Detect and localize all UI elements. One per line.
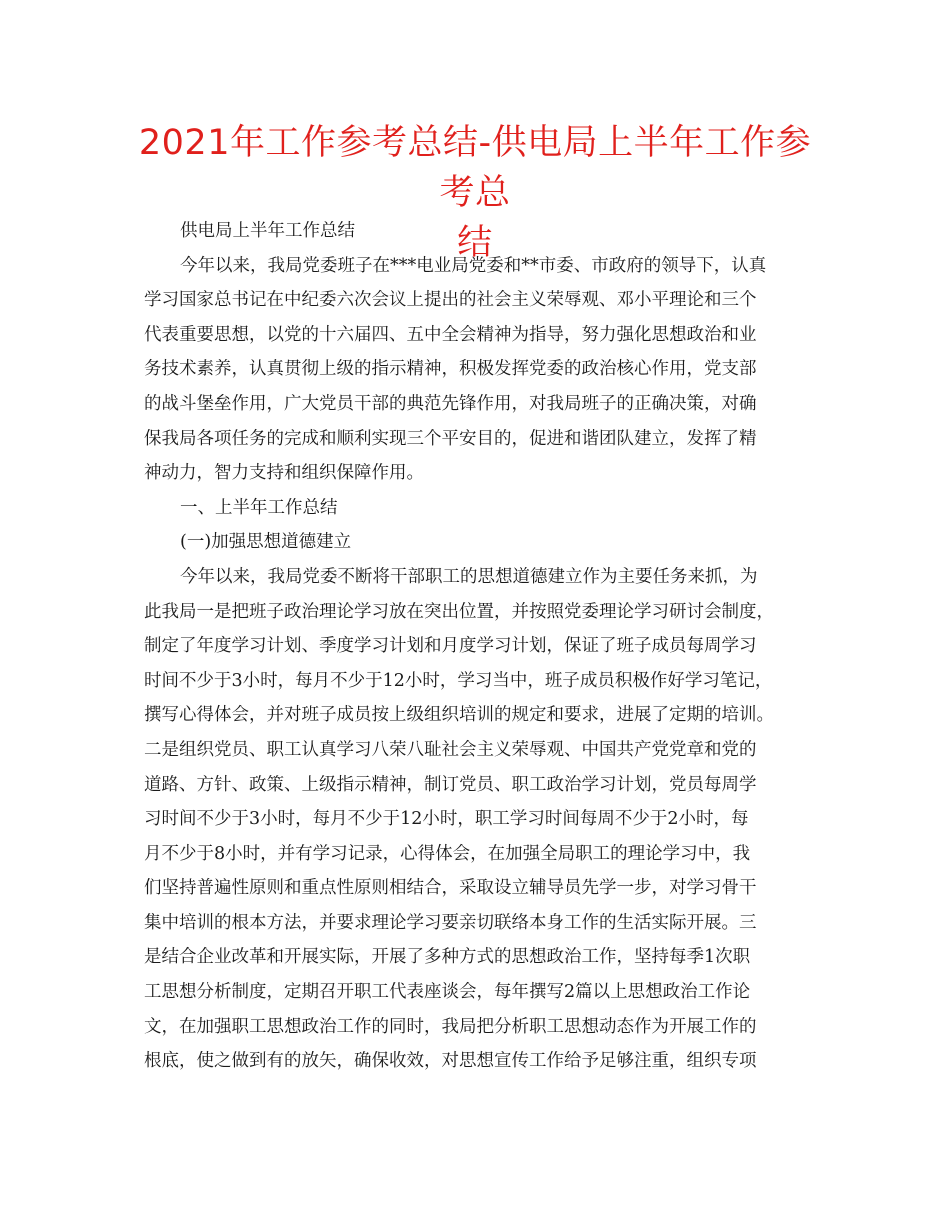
body-line: 习时间不少于3小时，每月不少于12小时，职工学习时间每周不少于2小时，每 [144, 809, 749, 830]
body-line: 道路、方针、政策、上级指示精神，制订党员、职工政治学习计划，党员每周学 [144, 774, 757, 795]
body-line: 月不少于8小时，并有学习记录，心得体会，在加强全局职工的理论学习中，我 [144, 843, 751, 864]
body-line: 工思想分析制度，定期召开职工代表座谈会，每年撰写2篇以上思想政治工作论 [144, 982, 751, 1003]
body-line: (一)加强思想道德建立 [180, 532, 352, 553]
body-line: 保我局各项任务的完成和顺利实现三个平安目的，促进和谐团队建立，发挥了精 [144, 428, 757, 449]
body-line: 的战斗堡垒作用，广大党员干部的典范先锋作用，对我局班子的正确决策，对确 [144, 393, 757, 414]
document-body [144, 214, 806, 1079]
body-line: 此我局一是把班子政治理论学习放在突出位置，并按照党委理论学习研讨会制度， [144, 601, 774, 622]
body-line: 时间不少于3小时，每月不少于12小时，学习当中，班子成员积极作好学习笔记， [144, 670, 773, 691]
body-line: 今年以来，我局党委不断将干部职工的思想道德建立作为主要任务来抓，为 [180, 566, 758, 587]
title-line-2: 结 [457, 223, 493, 263]
body-line: 制定了年度学习计划、季度学习计划和月度学习计划，保证了班子成员每周学习 [144, 636, 757, 657]
body-line: 集中培训的根本方法，并要求理论学习要亲切联络本身工作的生活实际开展。三 [144, 912, 757, 933]
body-line: 今年以来，我局党委班子在***电业局党委和**市委、市政府的领导下，认真 [180, 255, 767, 276]
body-line: 代表重要思想，以党的十六届四、五中全会精神为指导，努力强化思想政治和业 [144, 324, 757, 345]
body-line: 撰写心得体会，并对班子成员按上级组织培训的规定和要求，进展了定期的培训。 [144, 705, 774, 726]
title-line-1: 2021年工作参考总结-供电局上半年工作参考总 [138, 123, 812, 213]
body-line: 一、上半年工作总结 [180, 497, 338, 518]
body-line: 二是组织党员、职工认真学习八荣八耻社会主义荣辱观、中国共产党党章和党的 [144, 739, 757, 760]
body-line: 们坚持普遍性原则和重点性原则相结合，采取设立辅导员先学一步，对学习骨干 [144, 878, 757, 899]
body-line: 务技术素养，认真贯彻上级的指示精神，积极发挥党委的政治核心作用，党支部 [144, 359, 757, 380]
body-line: 学习国家总书记在中纪委六次会议上提出的社会主义荣辱观、邓小平理论和三个 [144, 290, 757, 311]
body-line: 是结合企业改革和开展实际，开展了多种方式的思想政治工作，坚持每季1次职 [144, 947, 751, 968]
body-line: 神动力，智力支持和组织保障作用。 [144, 463, 424, 484]
body-line: 供电局上半年工作总结 [180, 221, 355, 241]
body-line: 根底，使之做到有的放矢，确保收效，对思想宣传工作给予足够注重，组织专项 [144, 1051, 757, 1072]
body-line: 文，在加强职工思想政治工作的同时，我局把分析职工思想动态作为开展工作的 [144, 1016, 757, 1037]
